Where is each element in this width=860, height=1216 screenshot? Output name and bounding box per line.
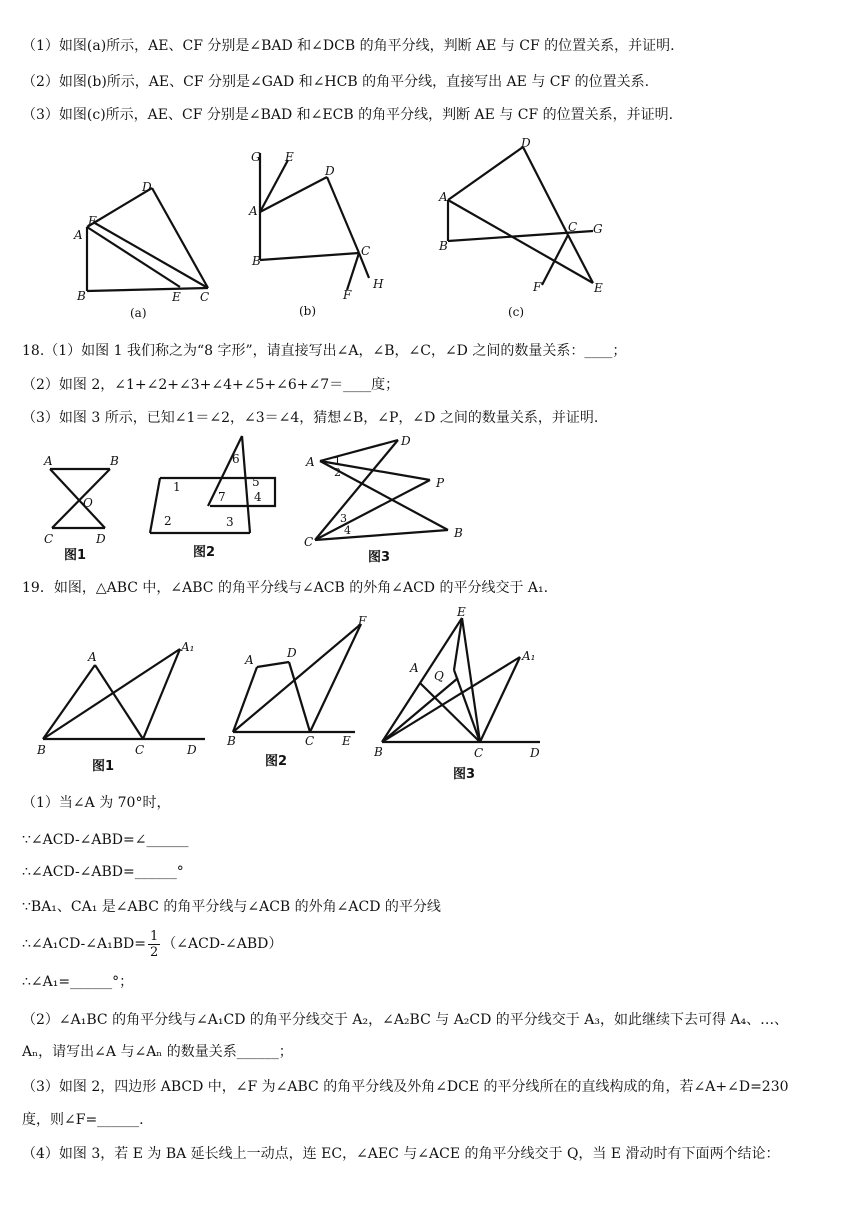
q19-sub1: （1）当∠A 为 70°时， — [22, 795, 171, 811]
q19-sub2-line1: （2）∠A₁BC 的角平分线与∠A₁CD 的角平分线交于 A₂，∠A₂BC 与 A₂CD 的平分线交于 A₃，如此继续下去可得 A₄、…、 — [22, 1012, 789, 1028]
svg-text:Q: Q — [434, 669, 444, 683]
q17-part2: （2）如图(b)所示，AE、CF 分别是∠GAD 和∠HCB 的角平分线，直接写出 AE 与 CF 的位置关系. — [22, 74, 650, 90]
svg-text:A₁: A₁ — [181, 640, 195, 654]
svg-text:C: C — [361, 244, 371, 258]
svg-text:A: A — [306, 455, 315, 469]
q19-step-because1: ∵∠ACD-∠ABD=∠______ — [22, 832, 189, 848]
svg-text:H: H — [373, 277, 384, 291]
svg-text:4: 4 — [344, 524, 351, 537]
svg-text:F: F — [358, 614, 367, 628]
q19-sub3-line1: （3）如图 2，四边形 ABCD 中，∠F 为∠ABC 的角平分线及外角∠DCE 的平分线所在的直线构成的角，若∠A+∠D=230 — [22, 1079, 789, 1095]
q18-part2: （2）如图 2，∠1+∠2+∠3+∠4+∠5+∠6+∠7＝____度； — [22, 377, 400, 393]
svg-text:D: D — [287, 646, 297, 660]
caption-b: (b) — [299, 304, 317, 318]
svg-text:D: D — [325, 164, 335, 178]
q19-step-because2: ∵BA₁、CA₁ 是∠ABC 的角平分线与∠ACB 的外角∠ACD 的平分线 — [22, 899, 441, 915]
svg-text:2: 2 — [164, 514, 172, 528]
svg-text:B: B — [37, 743, 46, 757]
q19-figure-1 — [35, 635, 215, 775]
svg-text:B: B — [227, 734, 236, 748]
figure-a — [60, 175, 230, 320]
svg-text:F: F — [343, 288, 352, 302]
svg-text:F: F — [88, 214, 97, 228]
svg-text:D: D — [401, 434, 411, 448]
q18-caption-3: 图3 — [368, 550, 391, 565]
q19-sub3-line2: 度，则∠F=______. — [22, 1112, 144, 1128]
q19-sub4: （4）如图 3，若 E 为 BA 延长线上一动点，连 EC，∠AEC 与∠ACE 的角平分线交于 Q，当 E 滑动时有下面两个结论： — [22, 1146, 780, 1162]
svg-text:B: B — [110, 454, 119, 468]
svg-text:3: 3 — [226, 515, 234, 529]
svg-text:E: E — [594, 281, 603, 295]
svg-text:7: 7 — [218, 490, 226, 504]
svg-text:A: A — [44, 454, 53, 468]
svg-text:D: D — [142, 180, 152, 194]
q19-step-therefore1: ∴∠ACD-∠ABD=______° — [22, 864, 184, 880]
svg-text:6: 6 — [232, 452, 240, 466]
q19-caption-2: 图2 — [265, 754, 288, 769]
svg-text:B: B — [439, 239, 448, 253]
svg-text:P: P — [436, 476, 445, 490]
fraction-one-half — [148, 929, 160, 960]
q18-part3: （3）如图 3 所示，已知∠1＝∠2，∠3＝∠4，猜想∠B，∠P，∠D 之间的数量关系，并证明. — [22, 410, 599, 426]
svg-text:A: A — [74, 228, 83, 242]
q17-part1: （1）如图(a)所示，AE、CF 分别是∠BAD 和∠DCB 的角平分线，判断 AE 与 CF 的位置关系，并证明. — [22, 38, 675, 54]
caption-a: (a) — [130, 306, 147, 320]
q19-sub2-line2: Aₙ，请写出∠A 与∠Aₙ 的数量关系______； — [22, 1044, 293, 1060]
q19-step-therefore2-lhs: ∴∠A₁CD-∠A₁BD= — [22, 936, 146, 952]
q18-caption-2: 图2 — [193, 545, 216, 560]
q19-figure-3 — [370, 600, 550, 785]
svg-text:B: B — [454, 526, 463, 540]
q19-figure-2 — [225, 612, 375, 772]
svg-text:E: E — [172, 290, 181, 304]
svg-text:B: B — [77, 289, 86, 303]
svg-text:A: A — [249, 204, 258, 218]
q19-caption-3: 图3 — [453, 767, 476, 782]
svg-text:1: 1 — [334, 455, 341, 468]
svg-text:A: A — [410, 661, 419, 675]
svg-text:C: C — [44, 532, 54, 546]
svg-text:C: C — [305, 734, 315, 748]
q18-part1: 18.（1）如图 1 我们称之为“8 字形”，请直接写出∠A，∠B，∠C，∠D 之间的数量关系：____； — [22, 343, 627, 359]
q19-caption-1: 图1 — [92, 759, 115, 774]
svg-text:E: E — [342, 734, 351, 748]
svg-text:B: B — [252, 254, 261, 268]
svg-text:C: C — [568, 220, 578, 234]
svg-text:C: C — [135, 743, 145, 757]
svg-text:2: 2 — [334, 466, 341, 479]
figure-b — [245, 145, 395, 320]
svg-text:D: D — [530, 746, 540, 760]
svg-text:3: 3 — [340, 512, 347, 525]
q18-figure-1 — [40, 455, 120, 565]
svg-text:A: A — [88, 650, 97, 664]
svg-text:B: B — [374, 745, 383, 759]
fraction-denominator: 2 — [149, 944, 159, 960]
svg-text:G: G — [593, 222, 603, 236]
svg-text:C: C — [200, 290, 210, 304]
svg-text:D: D — [187, 743, 197, 757]
fraction-numerator: 1 — [149, 928, 159, 944]
svg-text:5: 5 — [252, 475, 260, 489]
q19-step-therefore2-rhs: （∠ACD-∠ABD） — [162, 936, 283, 952]
q18-caption-1: 图1 — [64, 548, 87, 563]
caption-c: (c) — [508, 305, 525, 319]
svg-text:4: 4 — [254, 490, 262, 504]
q19-step-therefore3: ∴∠A₁=______°； — [22, 974, 134, 990]
svg-text:C: C — [304, 535, 314, 549]
svg-text:D: D — [96, 532, 106, 546]
svg-text:G: G — [251, 150, 261, 164]
q19-intro: 19．如图，△ABC 中，∠ABC 的角平分线与∠ACB 的外角∠ACD 的平分线交于 A₁. — [22, 580, 549, 596]
q19-step-therefore2 — [22, 925, 282, 963]
q18-figure-2 — [140, 433, 280, 563]
figure-c — [435, 135, 625, 320]
svg-text:A₁: A₁ — [522, 649, 536, 663]
svg-text:E: E — [457, 605, 466, 619]
svg-text:A: A — [439, 190, 448, 204]
svg-text:E: E — [285, 150, 294, 164]
svg-text:A: A — [245, 653, 254, 667]
q18-figure-3 — [300, 430, 475, 565]
svg-text:1: 1 — [173, 480, 181, 494]
q17-part3: （3）如图(c)所示，AE、CF 分别是∠BAD 和∠ECB 的角平分线，判断 AE 与 CF 的位置关系，并证明. — [22, 107, 674, 123]
svg-text:O: O — [83, 496, 93, 510]
svg-text:C: C — [474, 746, 484, 760]
svg-text:F: F — [533, 280, 542, 294]
svg-text:D: D — [521, 136, 531, 150]
